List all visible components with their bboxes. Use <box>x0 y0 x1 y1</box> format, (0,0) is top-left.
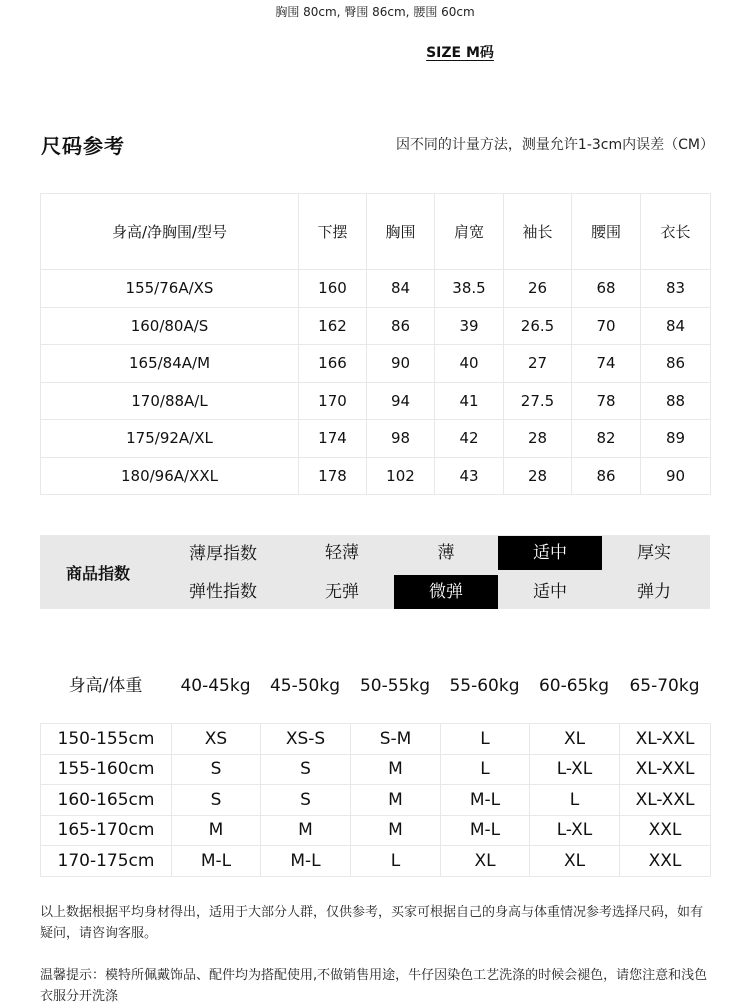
weight-range-header: 40-45kg <box>180 676 251 696</box>
product-index-label: 商品指数 <box>66 564 131 583</box>
measurement-cell: 43 <box>435 457 504 495</box>
recommended-size-cell: L-XL <box>530 815 620 846</box>
measurement-note: 因不同的计量方法，测量允许1-3cm内误差（CM） <box>395 137 714 153</box>
model-size-label <box>0 42 750 62</box>
recommended-size-cell: M <box>172 815 261 846</box>
table-row <box>41 815 711 846</box>
header-cell: 腰围 <box>572 194 641 270</box>
elasticity-option: 适中 <box>533 582 567 602</box>
measurement-cell: 102 <box>367 457 435 495</box>
header-cell: 下摆 <box>299 194 367 270</box>
recommended-size-cell: M <box>351 785 441 816</box>
size-spec-cell: 170/88A/L <box>41 382 299 420</box>
height-range-cell: 165-170cm <box>41 815 172 846</box>
measurement-cell: 39 <box>435 307 504 345</box>
size-spec-cell: 165/84A/M <box>41 345 299 383</box>
section-title: 尺码参考 <box>41 134 125 158</box>
measurement-cell: 40 <box>435 345 504 383</box>
recommended-size-cell: XL-XXL <box>620 785 711 816</box>
recommended-size-cell: M-L <box>261 846 351 877</box>
model-measurements: 胸围 80cm, 臀围 86cm, 腰围 60cm <box>275 5 475 19</box>
measurement-cell: 88 <box>641 382 711 420</box>
elasticity-index-label: 弹性指数 <box>189 582 257 602</box>
recommended-size-cell: M <box>261 815 351 846</box>
recommended-size-cell: XS <box>172 724 261 755</box>
table-row <box>41 846 711 877</box>
recommended-size-cell: L <box>441 724 530 755</box>
weight-range-header: 65-70kg <box>629 676 700 696</box>
table-row <box>41 345 711 383</box>
table-header-row <box>41 194 711 270</box>
size-reference-table <box>40 193 711 495</box>
table-row <box>41 382 711 420</box>
table-row <box>41 420 711 458</box>
height-weight-corner: 身高/体重 <box>68 676 143 696</box>
recommended-size-cell: L <box>530 785 620 816</box>
recommended-size-cell: XL-XXL <box>620 754 711 785</box>
measurement-cell: 94 <box>367 382 435 420</box>
height-range-cell: 150-155cm <box>41 724 172 755</box>
measurement-cell: 166 <box>299 345 367 383</box>
size-spec-cell: 175/92A/XL <box>41 420 299 458</box>
measurement-cell: 78 <box>572 382 641 420</box>
measurement-cell: 86 <box>641 345 711 383</box>
table-row <box>41 307 711 345</box>
recommended-size-cell: M <box>351 754 441 785</box>
recommended-size-cell: XS-S <box>261 724 351 755</box>
recommended-size-cell: S <box>172 785 261 816</box>
measurement-cell: 38.5 <box>435 270 504 308</box>
table-row <box>41 457 711 495</box>
recommended-size-cell: M-L <box>441 815 530 846</box>
size-spec-cell: 180/96A/XXL <box>41 457 299 495</box>
elasticity-option: 弹力 <box>637 582 671 602</box>
table-row <box>41 785 711 816</box>
measurement-cell: 74 <box>572 345 641 383</box>
measurement-cell: 41 <box>435 382 504 420</box>
recommended-size-cell: XL <box>530 724 620 755</box>
table-row <box>41 754 711 785</box>
warm-tip: 温馨提示：模特所佩戴饰品、配件均为搭配使用,不做销售用途，牛仔因染色工艺洗涤的时候会褪色，请您注意和浅色衣服分开洗涤 <box>40 968 708 1004</box>
recommended-size-cell: S <box>261 785 351 816</box>
header-cell: 身高/净胸围/型号 <box>41 194 299 270</box>
measurement-cell: 68 <box>572 270 641 308</box>
measurement-cell: 162 <box>299 307 367 345</box>
measurement-cell: 70 <box>572 307 641 345</box>
recommended-size-cell: XL <box>530 846 620 877</box>
measurement-cell: 83 <box>641 270 711 308</box>
height-range-cell: 160-165cm <box>41 785 172 816</box>
recommended-size-cell: S-M <box>351 724 441 755</box>
size-spec-cell: 160/80A/S <box>41 307 299 345</box>
product-index-panel <box>40 535 710 609</box>
weight-range-header: 60-65kg <box>538 676 610 696</box>
recommended-size-cell: XXL <box>620 846 711 877</box>
elasticity-option: 无弹 <box>325 582 359 602</box>
measurement-cell: 174 <box>299 420 367 458</box>
measurement-cell: 89 <box>641 420 711 458</box>
measurement-cell: 28 <box>504 420 572 458</box>
recommended-size-cell: S <box>172 754 261 785</box>
thickness-index-label: 薄厚指数 <box>189 544 257 564</box>
measurement-cell: 28 <box>504 457 572 495</box>
header-cell: 衣长 <box>641 194 711 270</box>
table-row <box>41 724 711 755</box>
model-size-text: SIZE M码 <box>426 45 494 61</box>
header-cell: 袖长 <box>504 194 572 270</box>
measurement-cell: 86 <box>572 457 641 495</box>
measurement-cell: 26 <box>504 270 572 308</box>
thickness-option: 轻薄 <box>325 543 359 563</box>
header-cell: 胸围 <box>367 194 435 270</box>
elasticity-option: 微弹 <box>394 575 498 609</box>
measurement-cell: 82 <box>572 420 641 458</box>
data-disclaimer: 以上数据根据平均身材得出，适用于大部分人群，仅供参考，买家可根据自己的身高与体重情况参考选择尺码，如有疑问，请咨询客服。 <box>40 905 704 941</box>
table-row <box>41 270 711 308</box>
measurement-cell: 26.5 <box>504 307 572 345</box>
measurement-cell: 84 <box>641 307 711 345</box>
thickness-option: 薄 <box>437 543 455 563</box>
measurement-cell: 90 <box>641 457 711 495</box>
measurement-cell: 86 <box>367 307 435 345</box>
recommended-size-cell: S <box>261 754 351 785</box>
header-cell: 肩宽 <box>435 194 504 270</box>
thickness-option: 厚实 <box>637 543 671 563</box>
recommended-size-cell: L <box>441 754 530 785</box>
measurement-cell: 170 <box>299 382 367 420</box>
weight-range-header: 55-60kg <box>449 676 520 696</box>
size-spec-cell: 155/76A/XS <box>41 270 299 308</box>
recommended-size-cell: XXL <box>620 815 711 846</box>
measurement-cell: 90 <box>367 345 435 383</box>
recommended-size-cell: L-XL <box>530 754 620 785</box>
recommended-size-cell: XL <box>441 846 530 877</box>
measurement-cell: 160 <box>299 270 367 308</box>
measurement-cell: 84 <box>367 270 435 308</box>
weight-range-header: 50-55kg <box>359 676 431 696</box>
thickness-option: 适中 <box>498 536 602 570</box>
height-range-cell: 155-160cm <box>41 754 172 785</box>
measurement-cell: 27 <box>504 345 572 383</box>
measurement-cell: 178 <box>299 457 367 495</box>
measurement-cell: 27.5 <box>504 382 572 420</box>
recommended-size-cell: M-L <box>172 846 261 877</box>
height-range-cell: 170-175cm <box>41 846 172 877</box>
recommended-size-cell: L <box>351 846 441 877</box>
measurement-cell: 42 <box>435 420 504 458</box>
weight-range-header: 45-50kg <box>269 676 341 696</box>
measurement-cell: 98 <box>367 420 435 458</box>
recommended-size-cell: XL-XXL <box>620 724 711 755</box>
recommended-size-cell: M <box>351 815 441 846</box>
recommended-size-cell: M-L <box>441 785 530 816</box>
height-weight-table <box>40 723 711 877</box>
height-weight-header <box>40 668 710 704</box>
